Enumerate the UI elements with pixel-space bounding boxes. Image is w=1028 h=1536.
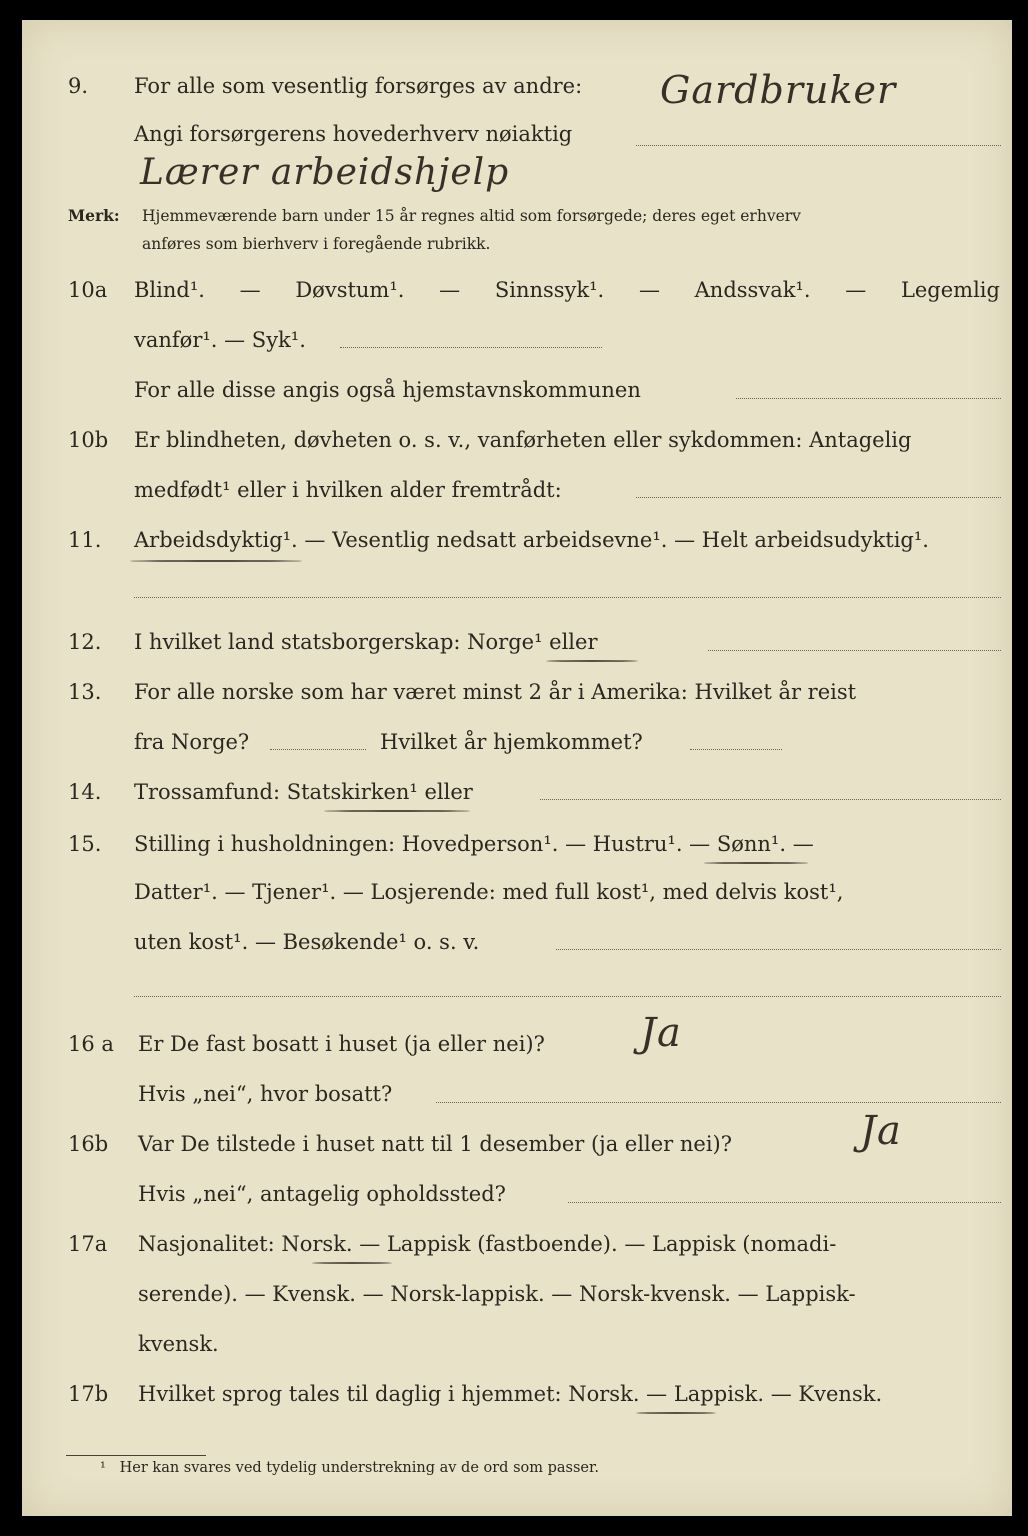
q13-fra-norge: fra Norge?	[134, 730, 250, 754]
q10a-row1	[0, 270, 1028, 310]
q13-hjemkommet: Hvilket år hjemkommet?	[380, 730, 643, 754]
q15-line3: uten kost¹. — Besøkende¹ o. s. v.	[134, 930, 480, 954]
footnote-text: Her kan svares ved tydelig understrekning av de ord som passer.	[119, 1460, 599, 1476]
q10a-vanfor: vanfør¹. — Syk¹.	[134, 328, 306, 352]
dash: —	[439, 278, 461, 302]
q10a-hjemstavn: For alle disse angis også hjemstavnskommunen	[134, 378, 641, 402]
q10a-options	[134, 270, 1000, 310]
footnote	[100, 1460, 599, 1476]
merk-label: Merk:	[68, 206, 120, 225]
q15-extra-line	[134, 996, 1001, 997]
q11-answer-line	[134, 597, 1001, 598]
q13-question: For alle norske som har været minst 2 år i Amerika: Hvilket år reist	[134, 680, 857, 704]
q14-answer-line	[540, 799, 1001, 800]
q9-handwritten-occupation: Gardbruker	[660, 68, 897, 112]
q10a-number: 10a	[68, 278, 108, 302]
q12-answer-line	[708, 650, 1001, 651]
q12-row1	[0, 622, 1028, 662]
q17a-line3: kvensk.	[138, 1332, 219, 1356]
merk-row2	[0, 224, 1028, 264]
dash: —	[239, 278, 261, 302]
q17a-handwritten-underline	[312, 1262, 392, 1264]
q9-row2	[0, 114, 1028, 154]
q16a-row1	[0, 1024, 1028, 1064]
q10b-row1	[0, 420, 1028, 460]
q11-options: Arbeidsdyktig¹. — Vesentlig nedsatt arbeidsevne¹. — Helt arbeidsudyktig¹.	[134, 528, 929, 552]
merk-text-2: anføres som bierhverv i foregående rubrikk.	[142, 235, 491, 253]
q11-handwritten-underline	[130, 560, 302, 562]
option-andssvak: Andssvak¹.	[694, 278, 811, 302]
option-sinnssyk: Sinnssyk¹.	[494, 278, 605, 302]
q16a-question: Er De fast bosatt i huset (ja eller nei)?	[138, 1032, 545, 1056]
q12-question: I hvilket land statsborgerskap: Norge¹ eller	[134, 630, 598, 654]
q12-number: 12.	[68, 630, 102, 654]
q13-row2	[0, 722, 1028, 762]
q11-row1	[0, 520, 1028, 560]
q12-handwritten-underline	[546, 660, 638, 662]
q10a-row2	[0, 320, 1028, 360]
q16a-answer-line	[436, 1102, 1001, 1103]
q17b-number: 17b	[68, 1382, 109, 1406]
option-dovstum: Døvstum¹.	[295, 278, 405, 302]
q16a-bosatt: Hvis „nei“, hvor bosatt?	[138, 1082, 393, 1106]
q9-number: 9.	[68, 74, 89, 98]
footnote-mark: ¹	[100, 1460, 106, 1476]
q15-number: 15.	[68, 832, 102, 856]
q10b-medfodt: medfødt¹ eller i hvilken alder fremtrådt:	[134, 478, 562, 502]
merk-text-1: Hjemmeværende barn under 15 år regnes altid som forsørgede; deres eget erhverv	[142, 207, 801, 225]
q17b-question: Hvilket sprog tales til daglig i hjemmet: Norsk. — Lappisk. — Kvensk.	[138, 1382, 883, 1406]
q15-row2	[0, 872, 1028, 912]
q17b-row1	[0, 1374, 1028, 1414]
q15-row1	[0, 824, 1028, 864]
q10a-answer-line	[340, 347, 602, 348]
q17a-row3	[0, 1324, 1028, 1364]
q13-reist-line	[270, 749, 366, 750]
q10b-answer-line	[636, 497, 1001, 498]
q10b-row2	[0, 470, 1028, 510]
q10a-hjemstavn-line	[736, 398, 1001, 399]
q16b-opholdssted: Hvis „nei“, antagelig opholdssted?	[138, 1182, 506, 1206]
q9-handwritten-answer: Lærer arbeidshjelp	[140, 152, 510, 193]
q15-row3	[0, 922, 1028, 962]
q16b-question: Var De tilstede i huset natt til 1 desember (ja eller nei)?	[138, 1132, 733, 1156]
q10b-number: 10b	[68, 428, 109, 452]
q10a-row3	[0, 370, 1028, 410]
q17b-handwritten-underline	[636, 1412, 716, 1414]
footnote-rule	[66, 1455, 206, 1456]
dash: —	[638, 278, 660, 302]
q15-line1: Stilling i husholdningen: Hovedperson¹. — Hustru¹. — Sønn¹. —	[134, 832, 814, 856]
q16b-row2	[0, 1174, 1028, 1214]
q17a-line2: serende). — Kvensk. — Norsk-lappisk. — Norsk-kvensk. — Lappisk-	[138, 1282, 856, 1306]
q14-row1	[0, 772, 1028, 812]
dash: —	[845, 278, 867, 302]
q13-number: 13.	[68, 680, 102, 704]
q15-handwritten-underline	[704, 862, 808, 864]
q16b-handwritten-answer: Ja	[860, 1108, 902, 1154]
q14-question: Trossamfund: Statskirken¹ eller	[134, 780, 473, 804]
q17a-number: 17a	[68, 1232, 108, 1256]
q16a-handwritten-answer: Ja	[640, 1010, 682, 1056]
q14-handwritten-underline	[324, 810, 470, 812]
option-legemlig: Legemlig	[900, 278, 1000, 302]
q15-answer-line	[556, 949, 1001, 950]
q17a-row1	[0, 1224, 1028, 1264]
q17a-row2	[0, 1274, 1028, 1314]
q17a-line1: Nasjonalitet: Norsk. — Lappisk (fastboende). — Lappisk (nomadi-	[138, 1232, 837, 1256]
q16a-number: 16 a	[68, 1032, 114, 1056]
q13-hjemkommet-line	[690, 749, 782, 750]
q16b-answer-line	[568, 1202, 1001, 1203]
q14-number: 14.	[68, 780, 102, 804]
option-blind: Blind¹.	[134, 278, 205, 302]
q9-answer-line	[636, 145, 1001, 146]
q10b-question: Er blindheten, døvheten o. s. v., vanførheten eller sykdommen: Antagelig	[134, 428, 912, 452]
q13-row1	[0, 672, 1028, 712]
q9-instruction: Angi forsørgerens hovederhverv nøiaktig	[134, 122, 573, 146]
q16b-number: 16b	[68, 1132, 109, 1156]
q15-line2: Datter¹. — Tjener¹. — Losjerende: med full kost¹, med delvis kost¹,	[134, 880, 844, 904]
q9-question: For alle som vesentlig forsørges av andre:	[134, 74, 583, 98]
q11-number: 11.	[68, 528, 102, 552]
